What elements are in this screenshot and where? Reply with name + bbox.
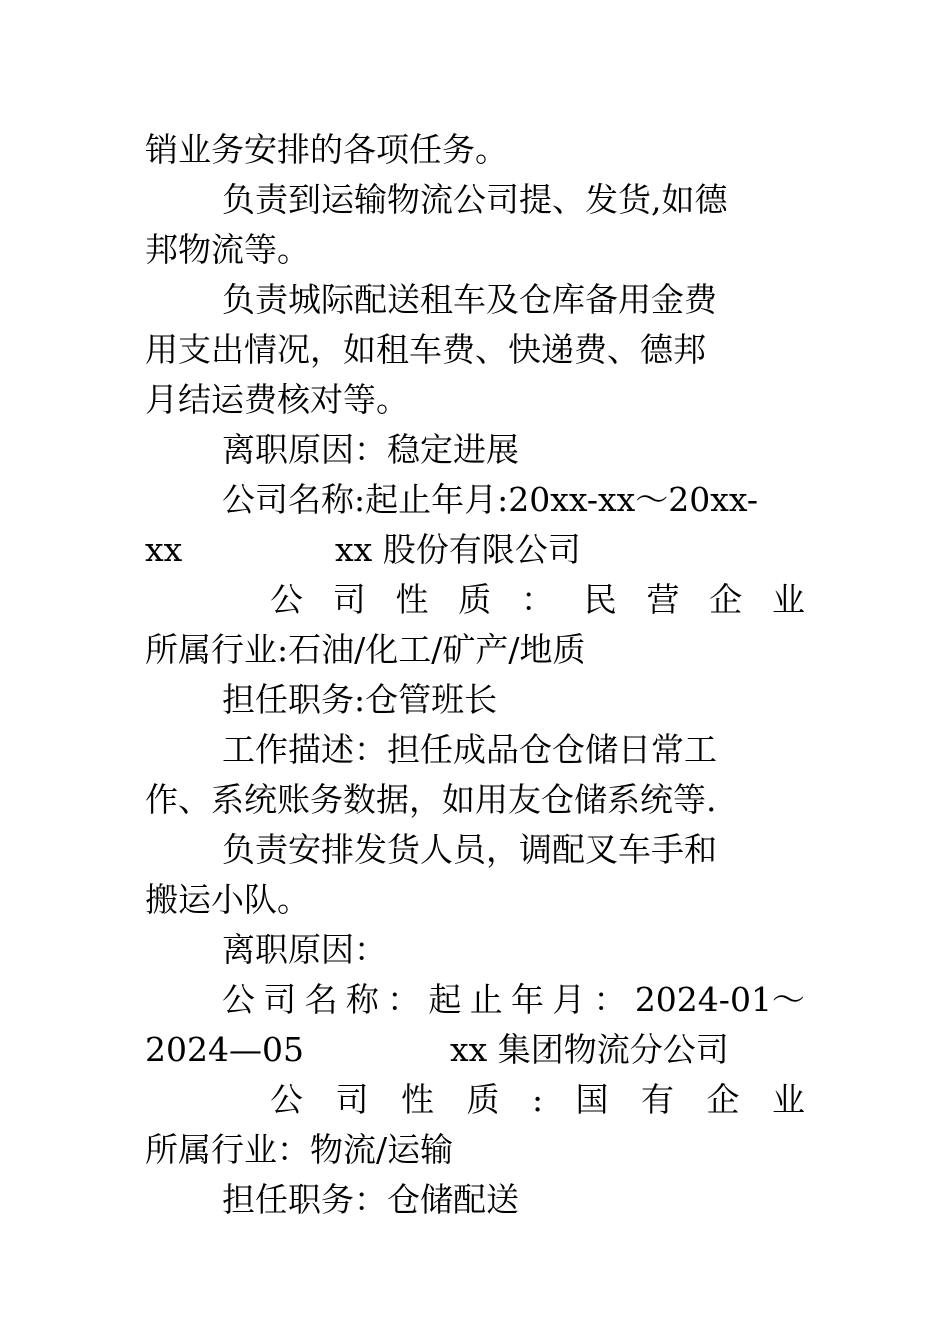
char: 业 [772,1080,805,1119]
char: : [531,1080,544,1119]
position-1: 担任职务:仓管班长 [222,680,498,719]
char: 公 [222,980,255,1019]
text-fragment: xx 股份有限公司 [335,530,581,569]
char: 有 [641,1080,675,1119]
char: 国 [575,1080,609,1119]
text-line: 月结运费核对等。 [145,380,409,419]
text-fragment: 2024-01～ [634,980,805,1019]
char: 业 [772,580,805,619]
char: 企 [706,1080,740,1119]
char: 公 [270,580,303,619]
char: 企 [709,580,743,619]
char: ： [593,980,627,1019]
text-fragment: xx 集团物流分公司 [450,1030,729,1069]
char: 营 [646,580,680,619]
text-line: 用支出情况，如租车费、快递费、德邦 [145,330,706,369]
text-fragment: 2024—05 [145,1030,304,1069]
text-fragment: xx [145,530,183,569]
text-line: 销业务安排的各项任务。 [145,130,508,169]
char: 起 [428,980,462,1019]
char: 质 [466,1080,500,1119]
char: 司 [332,580,366,619]
char: 公 [270,1080,303,1119]
char: 止 [469,980,503,1019]
char: 称 [345,980,379,1019]
text-line: 搬运小队。 [145,880,310,919]
job-description: 工作描述：担任成品仓仓储日常工 [222,730,717,769]
industry-1: 所属行业:石油/化工/矿产/地质 [145,630,586,669]
char: ： [387,980,421,1019]
company-name-1: 公司名称:起止年月:20xx-xx～20xx- [222,480,759,519]
company-line-1 [145,525,805,575]
company-name-2 [222,975,805,1025]
char: 年 [510,980,544,1019]
char: 名 [304,980,338,1019]
leave-reason-2: 离职原因： [222,930,387,969]
char: 民 [583,580,617,619]
char: 性 [400,1080,434,1119]
text-line: 负责城际配送租车及仓库备用金费 [222,280,717,319]
char: 月 [552,980,586,1019]
company-nature-1 [270,575,805,625]
company-nature-2 [270,1075,805,1125]
char: 质 [458,580,492,619]
leave-reason-1: 离职原因：稳定进展 [222,430,519,469]
text-line: 作、系统账务数据，如用友仓储系统等. [145,780,717,819]
text-line: 负责安排发货人员，调配叉车手和 [222,830,717,869]
char: ： [521,580,554,619]
char: 司 [263,980,297,1019]
industry-2: 所属行业：物流/运输 [145,1130,454,1169]
char: 性 [395,580,429,619]
position-2: 担任职务：仓储配送 [222,1180,519,1219]
text-line: 邦物流等。 [145,230,310,269]
company-line-2 [145,1025,805,1075]
char: 司 [335,1080,369,1119]
text-line: 负责到运输物流公司提、发货,如德 [222,180,728,219]
